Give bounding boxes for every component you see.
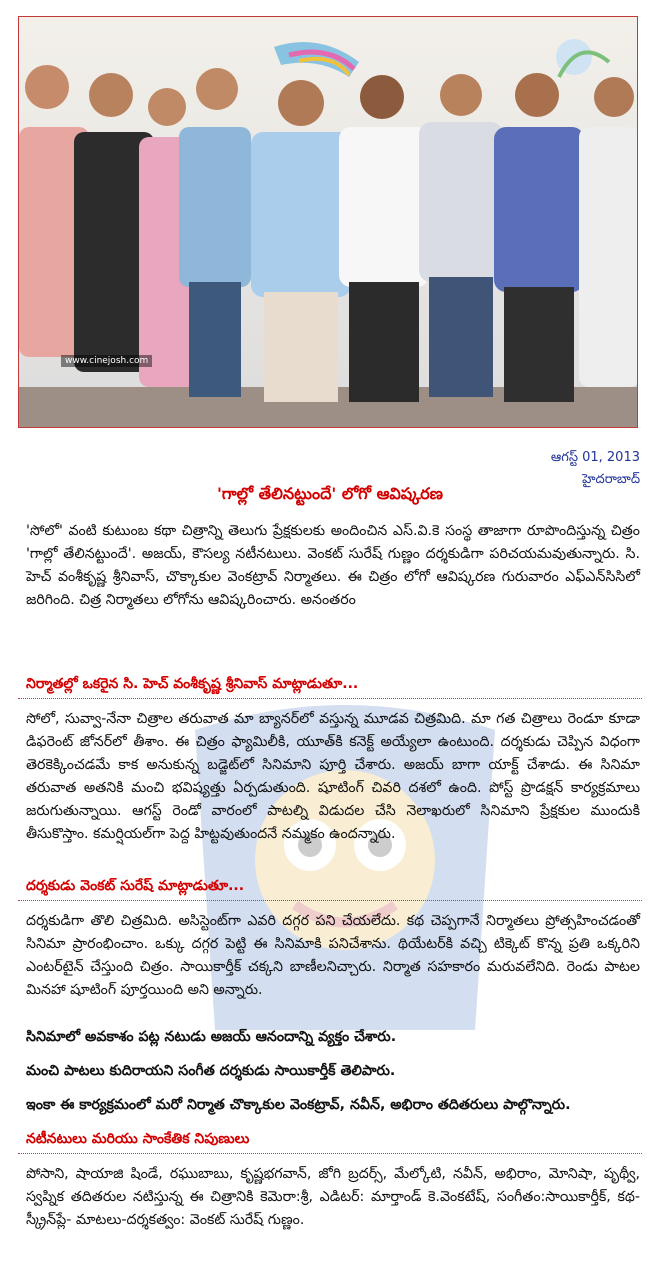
credits-body: పోసాని, షాయాజి షిండే, రఘుబాబు, కృష్ణభగవాన్, జోగి బ్రదర్స్, మేల్కోటి, నవీన్, అభిరాం, మోనిషా, పృథ్వీ, స్వప్నిక తదితరుల నటిస్తున్న ఈ చిత్రానికి కెమెరా:శ్రీ, ఎడిటర్: మార్తాండ్ కె.వెంకటేష్, సంగీతం:సాయికార్తీక్, కథ-స్క్రీన్‌ప్లే- మాటలు-దర్శకత్వం: వెంకట్ సురేష్ గుణ్ణం.: [26, 1166, 640, 1228]
statement-line: సినిమాలో అవకాశం పట్ల నటుడు అజయ్ ఆనందాన్ని వ్యక్తం చేశారు.: [26, 1029, 397, 1045]
article-place: హైదరాబాద్: [582, 472, 640, 487]
divider: [18, 1153, 642, 1155]
section1-body: సోలో, సువ్వా-నేనా చిత్రాల తరువాత మా బ్యానర్‌లో వస్తున్న మూడవ చిత్రమిది. మా గత చిత్రాలు రెండూ కూడా డిఫరెంట్ జోనర్‌లో తీశాం. ఈ చిత్రం ఫ్యామిలీకి, యూత్‌కి కనెక్ట్ అయ్యేలా ఉంటుంది. దర్శకుడు చెప్పిన విధంగా తెరకెక్కించడమే కాక అనుకున్న బడ్జెట్‌లో సినిమాని పూర్తి చేశారు. అజయ్ బాగా యాక్ట్ చేశాడు. ఈ సినిమా తరువాత అతనికి మంచి భవిష్యత్తు ఏర్పడుతుంది. షూటింగ్ చివరి దశలో ఉంది. పోస్ట్ ప్రొడక్షన్ కార్యక్రమాలు జరుగుతున్నాయి. ఆగస్ట్ రెండో వారంలో పాటల్ని విడుదల చేసి నెలాఖరులో సినిమాని ప్రేక్షకుల ముందుకి తీసుకొస్తాం. కమర్షియల్‌గా పెద్ద హిట్టవుతుందనే నమ్మకం ఉందన్నారు.: [26, 711, 640, 842]
statement-line: ఇంకా ఈ కార్యక్రమంలో మరో నిర్మాత చొక్కాకుల వెంకట్రావ్, నవీన్, అభిరాం తదితరులు పాల్గొన్నారు.: [26, 1097, 571, 1113]
event-photo: [18, 16, 638, 428]
section3-heading: నటీనటులు మరియు సాంకేతిక నిపుణులు: [26, 1131, 250, 1147]
section2-body: దర్శకుడిగా తొలి చిత్రమిది. అసిస్టెంట్‌గా ఎవరి దగ్గర పని చేయలేదు. కథ చెప్పగానే నిర్మాతలు ప్రోత్సహించడంతో సినిమా ప్రారంభించాం. ఒక్కు దగ్గర పెట్టి ఈ సినిమాకి పనిచేశాను. థియేటర్‌కి వచ్చి టిక్కెట్ కొన్న ప్రతి ఒక్కరిని ఎంటర్‌టైన్ చేస్తుంది చిత్రం. సాయికార్తీక్ చక్కని బాణీలనిచ్చారు. నిర్మాత సహకారం మరువలేనిది. రెండు పాటల మినహా షూటింగ్ పూర్తయింది అని అన్నారు.: [26, 913, 640, 998]
article-date: ఆగస్ట్ 01, 2013: [550, 450, 640, 465]
section1-heading: నిర్మాతల్లో ఒకరైన సి. హెచ్ వంశీకృష్ణ శ్రీనివాస్ మాట్లాడుతూ...: [26, 676, 359, 692]
article-headline: 'గాల్లో తేలినట్టుందే' లోగో ఆవిష్కరణ: [217, 484, 443, 503]
statement-line: మంచి పాటలు కుదిరాయని సంగీత దర్శకుడు సాయికార్తీక్ తెలిపారు.: [26, 1063, 396, 1079]
divider: [18, 698, 642, 700]
section2-heading: దర్శకుడు వెంకట్ సురేష్ మాట్లాడుతూ...: [26, 878, 245, 894]
photo-watermark: www.cinejosh.com: [61, 355, 152, 367]
divider: [18, 900, 642, 902]
intro-paragraph: 'సోలో' వంటి కుటుంబ కథా చిత్రాన్ని తెలుగు ప్రేక్షకులకు అందించిన ఎస్.వి.కె సంస్థ తాజాగా రూపొందిస్తున్న చిత్రం 'గాల్లో తేలినట్టుందే'. అజయ్, కౌసల్య నటీనటులు. వెంకట్ సురేష్ గుణ్ణం దర్శకుడిగా పరిచయమవుతున్నారు. సి. హెచ్ వంశీకృష్ణ శ్రీనివాస్, చొక్కాకుల వెంకట్రావ్ నిర్మాతలు. ఈ చిత్రం లోగో ఆవిష్కరణ గురువారం ఎఫ్ఎన్‌సిసిలో జరిగింది. చిత్ర నిర్మాతలు లోగోను ఆవిష్కరించారు. అనంతరం: [26, 523, 640, 608]
